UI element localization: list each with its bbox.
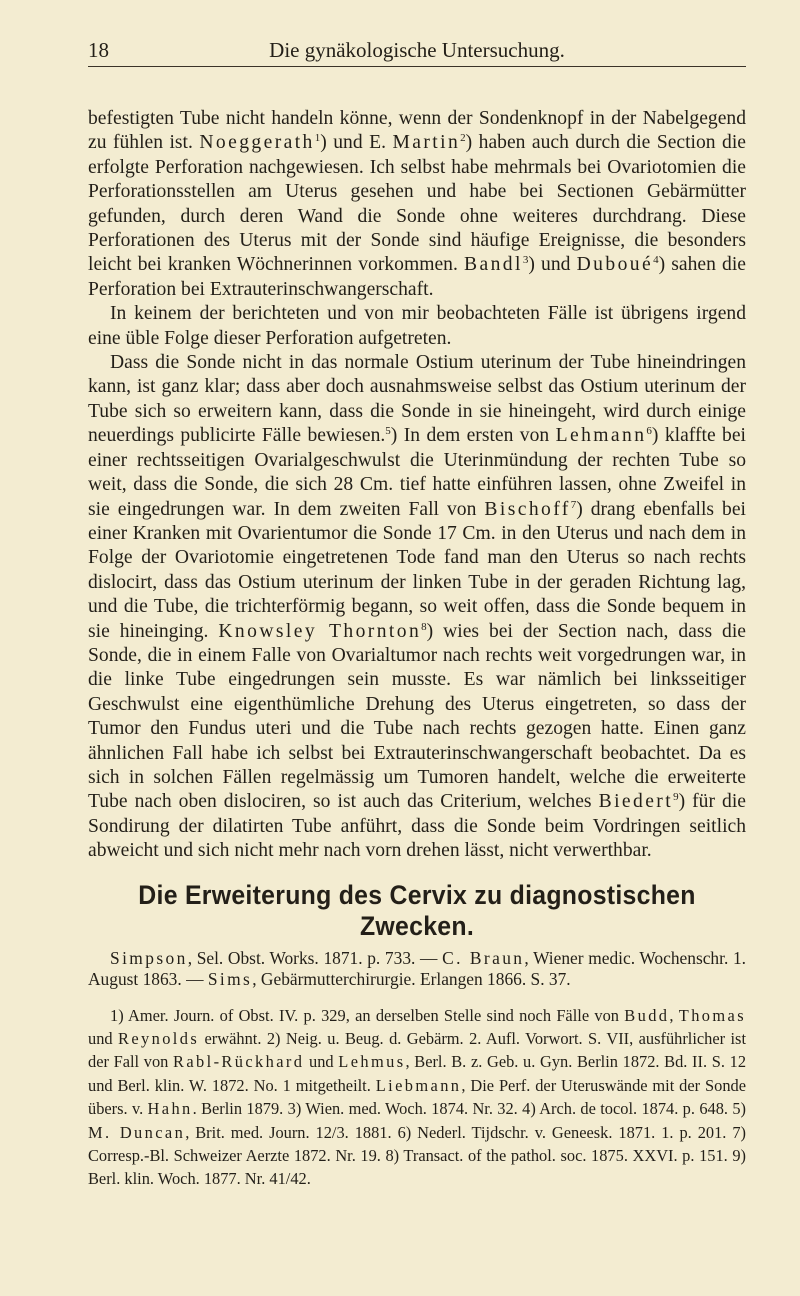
body-paragraph: befestigten Tube nicht handeln könne, wenn der Sondenknopf in der Nabelgegend zu fühlen ist. Noeggerath$^1$) und E. Martin$^2$) haben auch durch die Section die erfolgte Perforation nachgewiesen. Ich selbst habe mehrmals bei Ovariotomien die Perforationsstellen am Uterus gesehen und habe bei Sectionen Gebärmütter gefunden, durch deren Wand die Sonde ohne weiteres durchdrang. Diese Perforationen des Uterus mit der Sonde sind häufige Ereignisse, die besonders leicht bei kranken Wöchnerinnen vorkommen. Bandl$^3$) und Duboué$^4$) sahen die Perforation bei Extrauterinschwangerschaft.	[88, 108, 746, 300]
running-title: Die gynäkologische Untersuchung.	[269, 38, 565, 62]
footnotes-block	[88, 1004, 746, 1191]
author-name: Hahn	[147, 1099, 193, 1119]
footnote-marker: 2	[460, 132, 466, 145]
author-name: Thomas	[678, 1005, 746, 1025]
footnote-marker: 9	[673, 791, 679, 804]
footnote-marker: 7	[570, 498, 577, 511]
author-name: Knowsley Thornton	[218, 620, 422, 642]
author-name: Biedert	[598, 791, 674, 813]
author-name: Liebmann	[375, 1075, 462, 1095]
body-text	[88, 107, 746, 864]
author-name: Sims	[207, 968, 253, 989]
footnotes-paragraph: 1) Amer. Journ. of Obst. IV. p. 329, an derselben Stelle sind noch Fälle von Budd, Thomas und Reynolds erwähnt. 2) Neig. u. Beug. d. Gebärm. 2. Aufl. Vorwort. S. VII, ausführlicher ist der Fall von Rabl-Rückhard und Lehmus, Berl. B. z. Geb. u. Gyn. Berlin 1872. Bd. II. S. 12 und Berl. klin. W. 1872. No. 1 mitgetheilt. Liebmann, Die Perf. der Uteruswände mit der Sonde übers. v. Hahn. Berlin 1879. 3) Wien. med. Woch. 1874. Nr. 32. 4) Arch. de tocol. 1874. p. 648. 5) M. Duncan, Brit. med. Journ. 12/3. 1881. 6) Nederl. Tijdschr. v. Geneesk. 1871. 1. p. 201. 7) Corresp.-Bl. Schweizer Aerzte 1872. Nr. 19. 8) Transact. of the pathol. soc. 1875. XXVI. p. 151. 9) Berl. klin. Woch. 1877. Nr. 41/42.	[88, 1005, 747, 1189]
author-name: C. Braun	[442, 947, 525, 968]
footnote-marker: 4	[653, 254, 659, 267]
body-paragraph: Dass die Sonde nicht in das normale Ostium uterinum der Tube hineindringen kann, ist ganz klar; dass aber doch ausnahmsweise selbst das Ostium uterinum der Tube sich so erweitern kann, dass die Sonde in sie hineingeht, wird durch einige neuerdings publicirte Fälle bewiesen.$^5$) In dem ersten von Lehmann$^6$) klaffte bei einer rechtsseitigen Ovarialgeschwulst die Uterinmündung der rechten Tube so weit, dass die Sonde, die sich 28 Cm. tief hatte einführen lassen, ohne Zweifel in sie eingedrungen war. In dem zweiten Fall von Bischoff$^7$) drang ebenfalls bei einer Kranken mit Ovarientumor die Sonde 17 Cm. in den Uterus und nach dem in Folge der Ovariotomie eingetretenen Tode fand man den Uterus so nach rechts dislocirt, dass das Ostium uterinum der linken Tube in der geraden Richtung lag, und die Tube, die trichterförmig begann, so weit offen, dass die Sonde bequem in sie hineinging. Knowsley Thornton$^8$) wies bei der Section nach, dass die Sonde, die in einem Falle von Ovarialtumor nach rechts weit vorgedrungen war, in die linke Tube eingedrungen sein musste. Es war nämlich bei linksseitiger Geschwulst eine eigenthümliche Drehung des Uterus eingetreten, so dass der Tumor den Fundus uteri und die Tube nach rechts gezogen hatte. Einen ganz ähnlichen Fall habe ich selbst bei Extrauterinschwangerschaft beobachtet. Da es sich in solchen Fällen regelmässig um Tumoren handelt, welche die erweiterte Tube nach oben dislociren, so ist auch das Criterium, welches Biedert$^9$) für die Sondirung der dilatirten Tube anführt, dass die Sonde beim Vordringen seitlich abweicht und sich nicht mehr nach vorn drehen lässt, nicht verwerthbar.	[88, 352, 746, 862]
footnote-marker: 5	[385, 425, 391, 438]
author-name: Budd	[624, 1005, 670, 1025]
author-name: Noeggerath	[199, 132, 315, 154]
footnote-marker: 1	[314, 132, 321, 145]
author-name: Lehmann	[555, 425, 647, 447]
author-name: Duboué	[576, 254, 654, 276]
section-heading: Die Erweiterung des Cervix zu diagnostischen Zwecken.	[138, 879, 696, 941]
author-name: Martin	[392, 132, 461, 154]
footnote-marker: 8	[421, 620, 427, 633]
author-name: Lehmus	[338, 1052, 406, 1072]
author-name: Reynolds	[118, 1029, 200, 1048]
references-block	[88, 948, 746, 990]
running-header	[88, 38, 746, 67]
body-paragraph: In keinem der berichteten und von mir beobachteten Fälle ist übrigens irgend eine üble Folge dieser Perforation aufgetreten.	[88, 303, 746, 349]
references-paragraph: Simpson, Sel. Obst. Works. 1871. p. 733. — C. Braun, Wiener medic. Wochenschr. 1. August 1863. — Sims, Gebärmutterchirurgie. Erlangen 1866. S. 37.	[88, 947, 747, 989]
footnote-marker: 3	[522, 254, 529, 267]
author-name: M. Duncan	[88, 1122, 186, 1142]
page-number: 18	[88, 38, 109, 62]
author-name: Rabl-Rückhard	[173, 1052, 305, 1072]
footnote-marker: 6	[646, 425, 652, 438]
author-name: Bandl	[464, 254, 523, 276]
author-name: Bischoff	[484, 498, 571, 520]
author-name: Simpson	[110, 947, 188, 968]
